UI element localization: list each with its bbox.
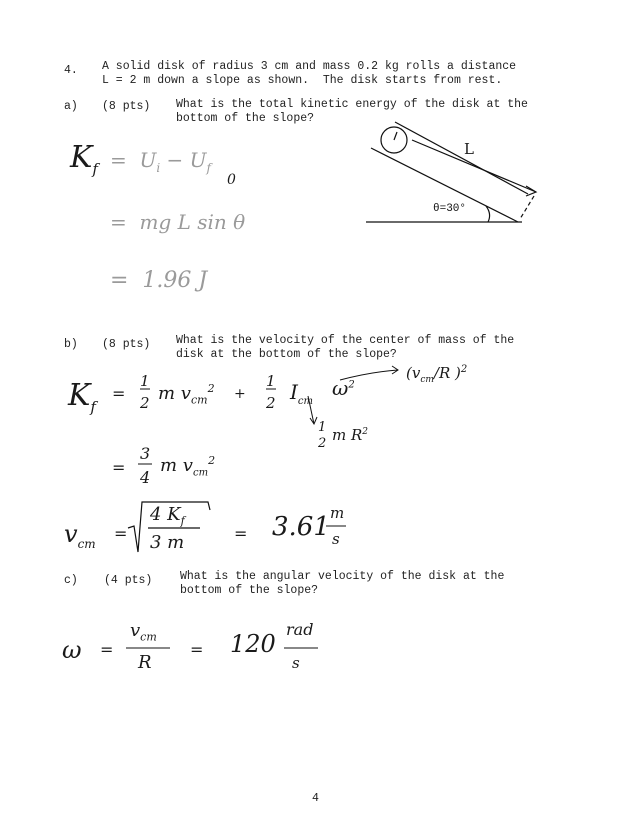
part-b-plus: + [234, 386, 246, 402]
part-b-question-line-2: disk at the bottom of the slope? [176, 348, 397, 361]
part-b-vcm-eq: = [114, 524, 128, 543]
part-b-omega: $\omega^2$ [332, 376, 355, 400]
part-c-label: c) [64, 574, 78, 587]
part-a-question-line-1: What is the total kinetic energy of the disk at the [176, 98, 528, 111]
length-label: L [464, 140, 474, 158]
part-c-frac-den: R [138, 652, 152, 673]
part-b-half-2-den: 2 [266, 394, 276, 412]
part-b-omega-sub: ($v_{cm}/R$ )$^2$ [406, 364, 468, 385]
problem-text-line-2: L = 2 m down a slope as shown. The disk starts from rest. [102, 74, 503, 87]
problem-text-line-1: A solid disk of radius 3 cm and mass 0.2 kg rolls a distance [102, 60, 517, 73]
part-b-label: b) [64, 338, 78, 351]
angle-label: θ=30° [433, 203, 467, 215]
part-b-result-eq: = [234, 524, 248, 543]
part-b-result-unit-num: m [330, 504, 345, 522]
part-b-question-line-1: What is the velocity of the center of mass of the [176, 334, 515, 347]
part-b-eq: = [112, 384, 126, 403]
part-c-question-line-1: What is the angular velocity of the disk at the [180, 570, 505, 583]
part-b-line-2-num: 3 [140, 444, 151, 463]
part-c-eq-2: = [190, 640, 204, 659]
part-a-question-line-2: bottom of the slope? [176, 112, 315, 125]
part-b-points: (8 pts) [102, 338, 151, 351]
part-a-line-2: = mg L sin θ [110, 210, 246, 234]
part-b-inertia: $I_{cm}$ [290, 380, 313, 407]
part-b-half-2-num: 1 [266, 372, 276, 390]
part-a-zero: 0 [227, 172, 236, 188]
part-a-energy-diff: = $U_i - U_f$ [110, 148, 211, 175]
part-b-line-2-eq: = [112, 458, 126, 477]
part-c-frac-num: $v_{cm}$ [130, 620, 157, 644]
part-c-eq-1: = [100, 640, 114, 659]
part-b-ke-lhs: $K_f$ [68, 378, 96, 416]
part-c-lhs: ω [62, 636, 82, 664]
part-c-points: (4 pts) [104, 574, 153, 587]
page-number: 4 [312, 792, 319, 805]
part-a-line-3: = 1.96 J [110, 268, 208, 293]
part-c-unit-num: rad [286, 620, 314, 639]
part-b-line-2-den: 4 [140, 468, 151, 487]
part-b-line-2-rest: m $v_{cm}^2$ [160, 454, 216, 479]
problem-number: 4. [64, 64, 78, 77]
part-b-sqrt-num: 4 $K_f$ [150, 504, 185, 528]
part-b-vcm-lhs: $v_{cm}$ [64, 520, 96, 551]
part-b-inertia-value: m $R^2$ [332, 426, 369, 444]
part-a-points: (8 pts) [102, 100, 151, 113]
part-b-result-unit-den: s [332, 530, 340, 548]
part-c-result: 120 [230, 630, 276, 658]
part-a-ke-lhs: $K_f$ [70, 140, 98, 178]
part-b-sqrt-den: 3 m [150, 532, 185, 553]
part-a-label: a) [64, 100, 78, 113]
part-b-inertia-num: 1 [318, 420, 327, 435]
part-b-mv: m $v_{cm}^2$ [158, 382, 215, 407]
part-c-question-line-2: bottom of the slope? [180, 584, 319, 597]
part-b-inertia-den: 2 [318, 436, 327, 451]
part-b-result: 3.61 [272, 512, 330, 542]
part-b-half-1-den: 2 [140, 394, 150, 412]
part-c-unit-den: s [292, 654, 300, 672]
part-b-half-1-num: 1 [140, 372, 150, 390]
